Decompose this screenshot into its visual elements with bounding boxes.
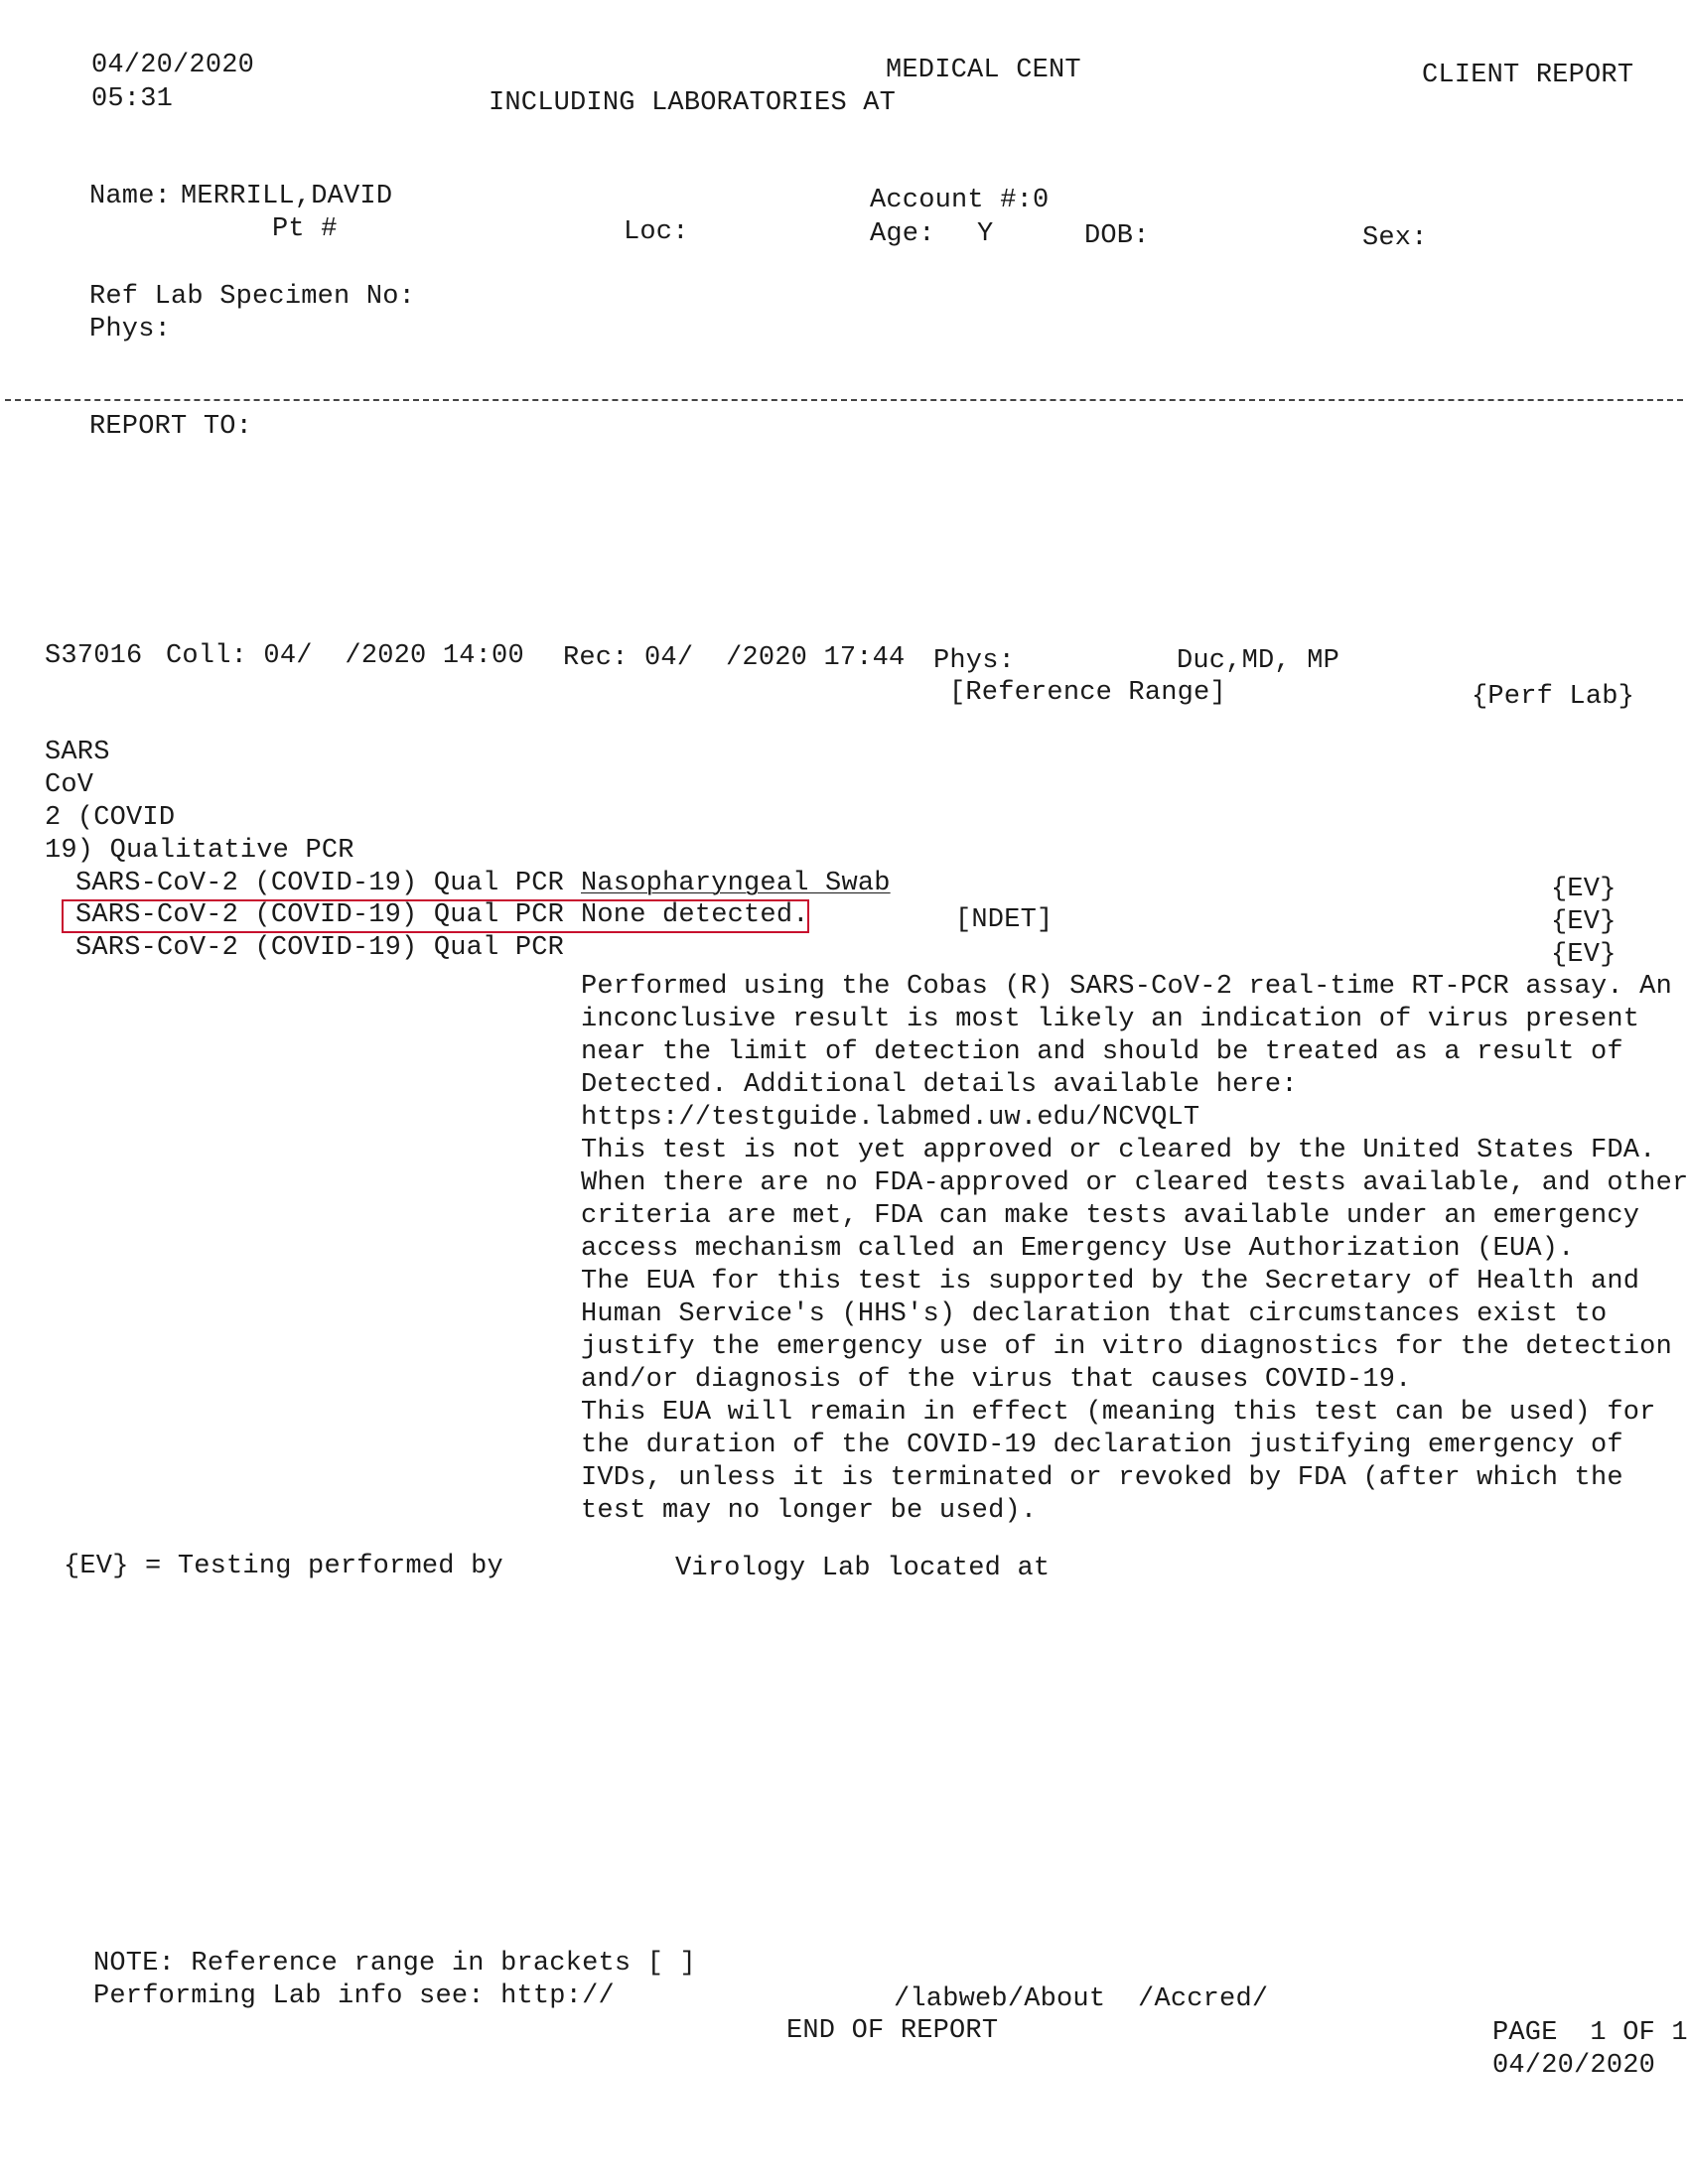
report-time: 05:31 <box>91 84 174 114</box>
test-group-line-2: CoV <box>45 770 94 800</box>
age-label: Age: <box>870 219 935 249</box>
ref-lab-specimen-label: Ref Lab Specimen No: <box>89 282 416 312</box>
laboratories-line: INCLUDING LABORATORIES AT <box>489 88 897 118</box>
received-datetime: Rec: 04/ /2020 17:44 <box>563 643 906 673</box>
comment-line: criteria are met, FDA can make tests available under an emergency <box>581 1201 1640 1231</box>
result-1-test: SARS-CoV-2 (COVID-19) Qual PCR <box>75 869 565 898</box>
result-comment <box>581 971 1688 1528</box>
performing-lab-info: Performing Lab info see: http:// <box>93 1981 615 2011</box>
end-of-report: END OF REPORT <box>786 2016 999 2046</box>
reference-range-header: [Reference Range] <box>949 678 1226 708</box>
name-label: Name: <box>89 182 172 211</box>
page-date: 04/20/2020 <box>1492 2051 1656 2081</box>
test-group-line-3: 2 (COVID <box>45 803 176 833</box>
specimen-physician: Duc,MD, MP <box>1177 646 1340 676</box>
comment-line: the duration of the COVID-19 declaration justifying emergency of <box>581 1431 1623 1460</box>
result-2-range: [NDET] <box>955 905 1054 935</box>
sex-label: Sex: <box>1362 223 1428 253</box>
comment-line: inconclusive result is most likely an indication of virus present <box>581 1005 1640 1034</box>
medical-center-title: MEDICAL CENT <box>886 56 1081 85</box>
reference-range-note: NOTE: Reference range in brackets [ ] <box>93 1949 696 1979</box>
report-to-label: REPORT TO: <box>89 412 253 442</box>
result-2-lab: {EV} <box>1551 907 1617 937</box>
comment-line: This test is not yet approved or cleared by the United States FDA. <box>581 1136 1656 1165</box>
separator-line <box>5 399 1683 401</box>
comment-line: near the limit of detection and should be treated as a result of <box>581 1037 1623 1067</box>
result-1-lab: {EV} <box>1551 875 1617 904</box>
comment-line: and/or diagnosis of the virus that causes COVID-19. <box>581 1365 1412 1395</box>
phys-label: Phys: <box>89 315 172 344</box>
age-value: Y <box>977 219 994 249</box>
comment-line: IVDs, unless it is terminated or revoked by FDA (after which the <box>581 1463 1623 1493</box>
result-3-lab: {EV} <box>1551 940 1617 970</box>
comment-line: When there are no FDA-approved or cleared tests available, and other <box>581 1168 1688 1198</box>
specimen-id: S37016 <box>45 641 143 671</box>
patient-name: MERRILL,DAVID <box>181 182 393 211</box>
account-number: Account #:0 <box>870 186 1050 215</box>
pt-number-label: Pt # <box>272 214 338 244</box>
test-group-line-4: 19) Qualitative PCR <box>45 836 354 866</box>
comment-line: Detected. Additional details available here: <box>581 1070 1298 1100</box>
comment-line: justify the emergency use of in vitro diagnostics for the detection <box>581 1332 1672 1362</box>
comment-link[interactable]: https://testguide.labmed.uw.edu/NCVQLT <box>581 1103 1200 1133</box>
ev-footnote: {EV} = Testing performed by <box>64 1552 503 1581</box>
comment-line: test may no longer be used). <box>581 1496 1038 1526</box>
performing-lab-url-path[interactable]: /labweb/About /Accred/ <box>894 1984 1269 2014</box>
result-2-value: None detected. <box>581 900 809 930</box>
comment-line: This EUA will remain in effect (meaning this test can be used) for <box>581 1398 1656 1428</box>
location-label: Loc: <box>624 217 689 247</box>
comment-line: Performed using the Cobas (R) SARS-CoV-2 real-time RT-PCR assay. An <box>581 972 1672 1002</box>
result-1-value: Nasopharyngeal Swab <box>581 869 891 898</box>
comment-line: access mechanism called an Emergency Use Authorization (EUA). <box>581 1234 1575 1264</box>
comment-line: Human Service's (HHS's) declaration that circumstances exist to <box>581 1299 1608 1329</box>
specimen-phys-label: Phys: <box>933 646 1016 676</box>
dob-label: DOB: <box>1084 221 1150 251</box>
collection-datetime: Coll: 04/ /2020 14:00 <box>166 641 524 671</box>
comment-line: The EUA for this test is supported by the Secretary of Health and <box>581 1267 1640 1297</box>
test-group-line-1: SARS <box>45 738 110 767</box>
result-2-test: SARS-CoV-2 (COVID-19) Qual PCR <box>75 900 565 930</box>
ev-footnote-location: Virology Lab located at <box>675 1554 1051 1583</box>
report-date: 04/20/2020 <box>91 51 255 80</box>
page-number: PAGE 1 OF 1 <box>1492 2018 1688 2048</box>
result-3-test: SARS-CoV-2 (COVID-19) Qual PCR <box>75 933 565 963</box>
perf-lab-header: {Perf Lab} <box>1472 682 1635 712</box>
report-type: CLIENT REPORT <box>1422 61 1634 90</box>
